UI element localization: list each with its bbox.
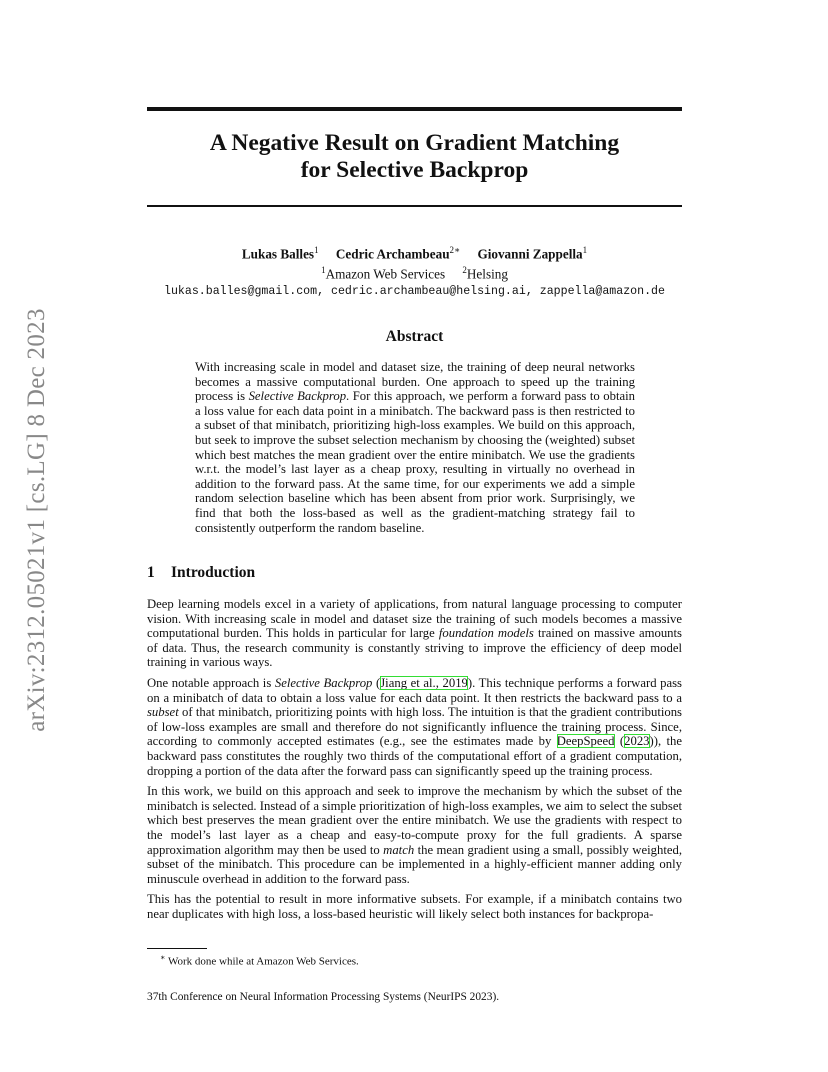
paragraph: Deep learning models excel in a variety of applications, from natural language processing to computer vision. With increasing scale in model and dataset size the training of such models becomes a massive computational burden. This holds in particular for large foundation models trained on massive amounts of data. Thus, the research community is constantly striving to improve the efficiency of deep model training in various ways. <box>147 597 682 670</box>
arxiv-side-identifier <box>22 290 52 750</box>
arxiv-id-text: arXiv:2312.05021v1 [cs.LG] 8 Dec 2023 <box>23 308 51 732</box>
author-emails: lukas.balles@gmail.com, cedric.archambeau@helsing.ai, zappella@amazon.de <box>164 284 665 298</box>
title-line-2: for Selective Backprop <box>300 157 529 183</box>
citation-link[interactable]: 2023 <box>624 734 650 749</box>
title-top-rule <box>147 107 682 111</box>
citation-link[interactable]: DeepSpeed <box>556 734 615 749</box>
paragraph: This has the potential to result in more informative subsets. For example, if a minibatch contains two near duplicates with high loss, a loss-based heuristic will likely select both instances for backpropa- <box>147 892 682 921</box>
venue-note: 37th Conference on Neural Information Processing Systems (NeurIPS 2023). <box>147 991 500 1003</box>
introduction-body <box>147 597 682 927</box>
author-name: Giovanni Zappella <box>477 246 583 262</box>
section-title: Introduction <box>171 564 256 581</box>
email: lukas.balles@gmail.com <box>164 284 318 298</box>
paragraph: In this work, we build on this approach and seek to improve the mechanism by which the subset of the minibatch is selected. Instead of a simple prioritization of high-loss examples, we aim to select the subset which best preserves the mean gradient over the entire minibatch. We use the gradients with respect to the model’s last layer as a cheap and easy-to-compute proxy for the full gradients. A sparse approximation algorithm may then be used to match the mean gradient using a small, possibly weighted, subset of the minibatch. This procedure can be implemented in a highly-efficient manner adding only minuscule overhead in addition to the forward pass. <box>147 784 682 886</box>
title-bottom-rule <box>147 205 682 207</box>
abstract-heading: Abstract <box>385 328 444 345</box>
title-line-1: A Negative Result on Gradient Matching <box>209 130 620 156</box>
abstract-body: With increasing scale in model and dataset size, the training of deep neural networks becomes a massive computational burden. One approach to speed up the training process is Selective Backprop. For this approach, we perform a forward pass to obtain a loss value for each data point in a minibatch. The backward pass is then restricted to a subset of that minibatch, prioritizing high-loss examples. We build on this approach, but seek to improve the subset selection mechanism by choosing the (weighted) subset which best matches the mean gradient over the entire minibatch. We use the gradients w.r.t. the model’s last layer as a cheap proxy, resulting in virtually no overhead in addition to the forward pass. At the same time, for our experiments we add a simple random selection baseline which has been absent from prior work. Surprisingly, we find that both the loss-based as well as the gradient-matching strategy fail to consistently outperform the random baseline. <box>195 360 636 535</box>
citation-link[interactable]: Jiang et al., 2019 <box>380 675 468 690</box>
section-heading <box>147 564 255 582</box>
paper-title <box>147 130 682 184</box>
author-names: Lukas Balles$^1$ Cedric Archambeau$^{2∗}$ Giovanni Zappella$^1$ <box>241 245 588 262</box>
author-name: Lukas Balles <box>241 246 315 262</box>
affiliation: Helsing <box>466 266 508 282</box>
affiliation: Amazon Web Services <box>325 266 446 282</box>
author-name: Cedric Archambeau <box>335 246 450 262</box>
footnote: ∗ Work done while at Amazon Web Services. <box>160 953 359 968</box>
paragraph: One notable approach is Selective Backprop (Jiang et al., 2019). This technique performs a forward pass on a minibatch of data to obtain a loss value for each data point. It then restricts the backward pass to a subset of that minibatch, prioritizing points with high loss. The intuition is that the gradient contributions of low-loss examples are small and therefore do not significantly influence the training process. Since, according to commonly accepted estimates (e.g., see the estimates made by DeepSpeed (2023)), the backward pass constitutes the roughly two thirds of the computational effort of a gradient computation, dropping a portion of the data after the forward pass can significantly speed up the training process. <box>147 675 683 778</box>
affiliations: $^1$Amazon Web Services $^2$Helsing <box>321 265 508 282</box>
email: zappella@amazon.de <box>539 284 665 298</box>
section-number: 1 <box>147 564 155 581</box>
email: cedric.archambeau@helsing.ai <box>331 284 526 298</box>
author-block <box>147 242 682 300</box>
footnote-rule <box>147 948 207 949</box>
